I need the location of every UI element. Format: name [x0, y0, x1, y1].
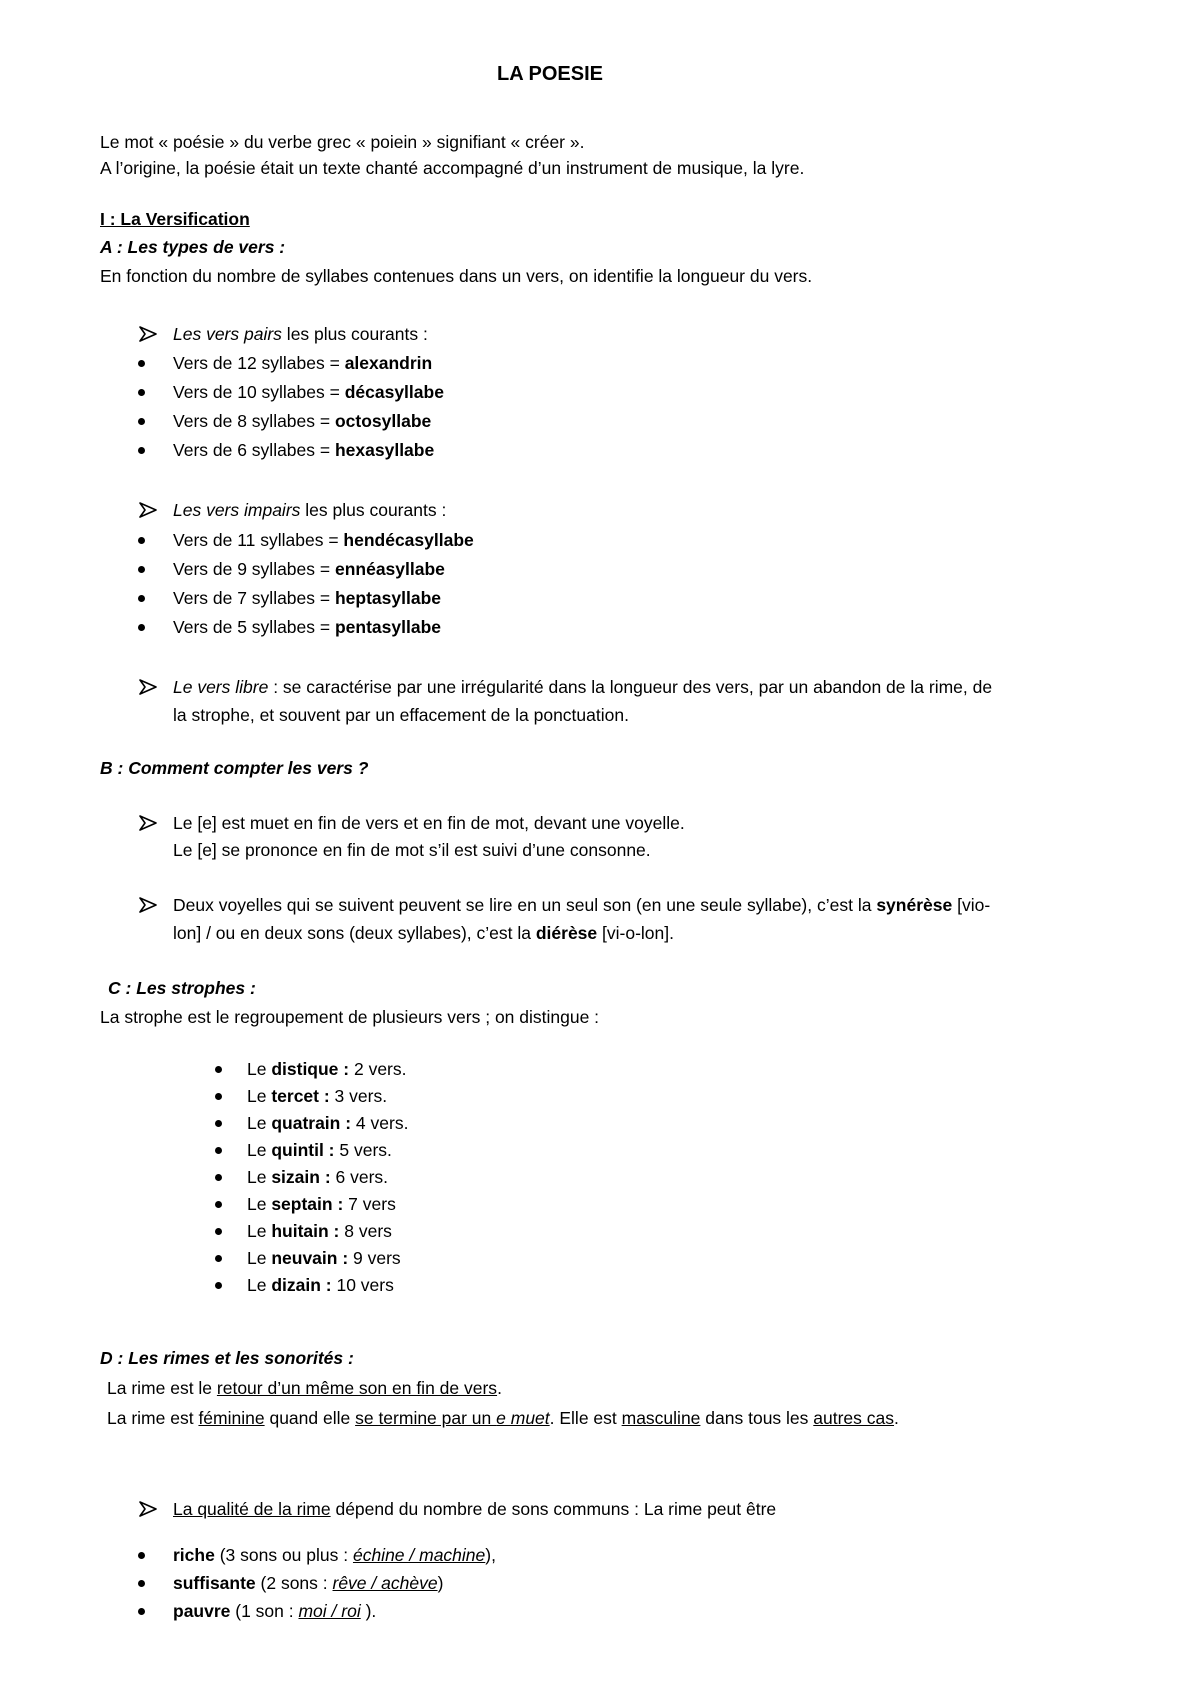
bullet-dot-icon — [215, 1147, 222, 1154]
vers-libre-line-2: la strophe, et souvent par un effacement de la ponctuation. — [173, 705, 629, 725]
list-item: Vers de 6 syllabes = hexasyllabe — [173, 440, 435, 460]
voyelles-line-2: lon] / ou en deux sons (deux syllabes), c’est la diérèse [vi-o-lon]. — [173, 923, 674, 943]
list-item: Le dizain : 10 vers — [247, 1275, 394, 1295]
bullet-dot-icon — [138, 624, 145, 631]
bullet-dot-icon — [215, 1255, 222, 1262]
arrow-bullet-icon — [139, 897, 157, 913]
e-muet-line-2: Le [e] se prononce en fin de mot s’il est suivi d’une consonne. — [173, 840, 651, 860]
subheading-strophes: C : Les strophes : — [108, 978, 256, 998]
list-item: Vers de 10 syllabes = décasyllabe — [173, 382, 444, 402]
list-item: Vers de 12 syllabes = alexandrin — [173, 353, 433, 373]
bullet-dot-icon — [138, 360, 145, 367]
list-item: Vers de 9 syllabes = ennéasyllabe — [173, 559, 445, 579]
intro-line-1: Le mot « poésie » du verbe grec « poiein » signifiant « créer ». — [100, 132, 585, 152]
intro-line-2: A l’origine, la poésie était un texte chanté accompagné d’un instrument de musique, la lyre. — [100, 158, 805, 178]
list-item: Vers de 11 syllabes = hendécasyllabe — [173, 530, 474, 550]
bullet-dot-icon — [138, 447, 145, 454]
list-item: Le huitain : 8 vers — [247, 1221, 392, 1241]
bullet-dot-icon — [215, 1093, 222, 1100]
voyelles-line-1: Deux voyelles qui se suivent peuvent se lire en un seul son (en une seule syllabe), c’est la synérèse [vio- — [173, 895, 991, 915]
list-item: riche (3 sons ou plus : échine / machine), — [173, 1545, 496, 1565]
bullet-dot-icon — [138, 418, 145, 425]
list-item: Le septain : 7 vers — [247, 1194, 396, 1214]
list-item: Vers de 7 syllabes = heptasyllabe — [173, 588, 442, 608]
list-item: pauvre (1 son : moi / roi ). — [173, 1601, 377, 1621]
arrow-bullet-icon — [139, 815, 157, 831]
qualite-rime-lead: La qualité de la rime dépend du nombre de sons communs : La rime peut être — [173, 1499, 777, 1519]
list-item: Le quintil : 5 vers. — [247, 1140, 392, 1160]
bullet-dot-icon — [215, 1120, 222, 1127]
bullet-dot-icon — [215, 1201, 222, 1208]
list-item: Le distique : 2 vers. — [247, 1059, 407, 1079]
bullet-dot-icon — [215, 1228, 222, 1235]
list-item: Le sizain : 6 vers. — [247, 1167, 389, 1187]
page-title: LA POESIE — [497, 63, 603, 85]
vers-impairs-lead: Les vers impairs les plus courants : — [173, 500, 447, 520]
list-item: Le quatrain : 4 vers. — [247, 1113, 409, 1133]
subheading-rimes: D : Les rimes et les sonorités : — [100, 1348, 354, 1368]
arrow-bullet-icon — [139, 679, 157, 695]
rime-definition: La rime est le retour d’un même son en fin de vers. — [107, 1378, 502, 1398]
arrow-bullet-icon — [139, 502, 157, 518]
e-muet-line-1: Le [e] est muet en fin de vers et en fin de mot, devant une voyelle. — [173, 813, 685, 833]
vers-pairs-lead: Les vers pairs les plus courants : — [173, 324, 428, 344]
bullet-dot-icon — [138, 595, 145, 602]
types-intro-text: En fonction du nombre de syllabes contenues dans un vers, on identifie la longueur du vers. — [100, 266, 813, 286]
list-item: Vers de 8 syllabes = octosyllabe — [173, 411, 432, 431]
bullet-dot-icon — [138, 389, 145, 396]
subheading-compter-vers: B : Comment compter les vers ? — [100, 758, 369, 778]
subheading-types-de-vers: A : Les types de vers : — [100, 237, 286, 257]
bullet-dot-icon — [138, 1552, 145, 1559]
rime-genre: La rime est féminine quand elle se termine par un e muet. Elle est masculine dans tous les autres cas. — [107, 1408, 899, 1428]
section-heading-versification: I : La Versification — [100, 209, 250, 229]
bullet-dot-icon — [138, 1608, 145, 1615]
bullet-dot-icon — [215, 1282, 222, 1289]
bullet-dot-icon — [138, 537, 145, 544]
list-item: suffisante (2 sons : rêve / achève) — [173, 1573, 444, 1593]
strophes-intro-text: La strophe est le regroupement de plusieurs vers ; on distingue : — [100, 1007, 600, 1027]
list-item: Le neuvain : 9 vers — [247, 1248, 401, 1268]
bullet-dot-icon — [138, 1580, 145, 1587]
list-item: Vers de 5 syllabes = pentasyllabe — [173, 617, 442, 637]
bullet-dot-icon — [215, 1066, 222, 1073]
vers-libre-line-1: Le vers libre : se caractérise par une irrégularité dans la longueur des vers, par un abandon de la rime, de — [173, 677, 993, 697]
bullet-dot-icon — [138, 566, 145, 573]
list-item: Le tercet : 3 vers. — [247, 1086, 388, 1106]
arrow-bullet-icon — [139, 326, 157, 342]
bullet-dot-icon — [215, 1174, 222, 1181]
arrow-bullet-icon — [139, 1501, 157, 1517]
